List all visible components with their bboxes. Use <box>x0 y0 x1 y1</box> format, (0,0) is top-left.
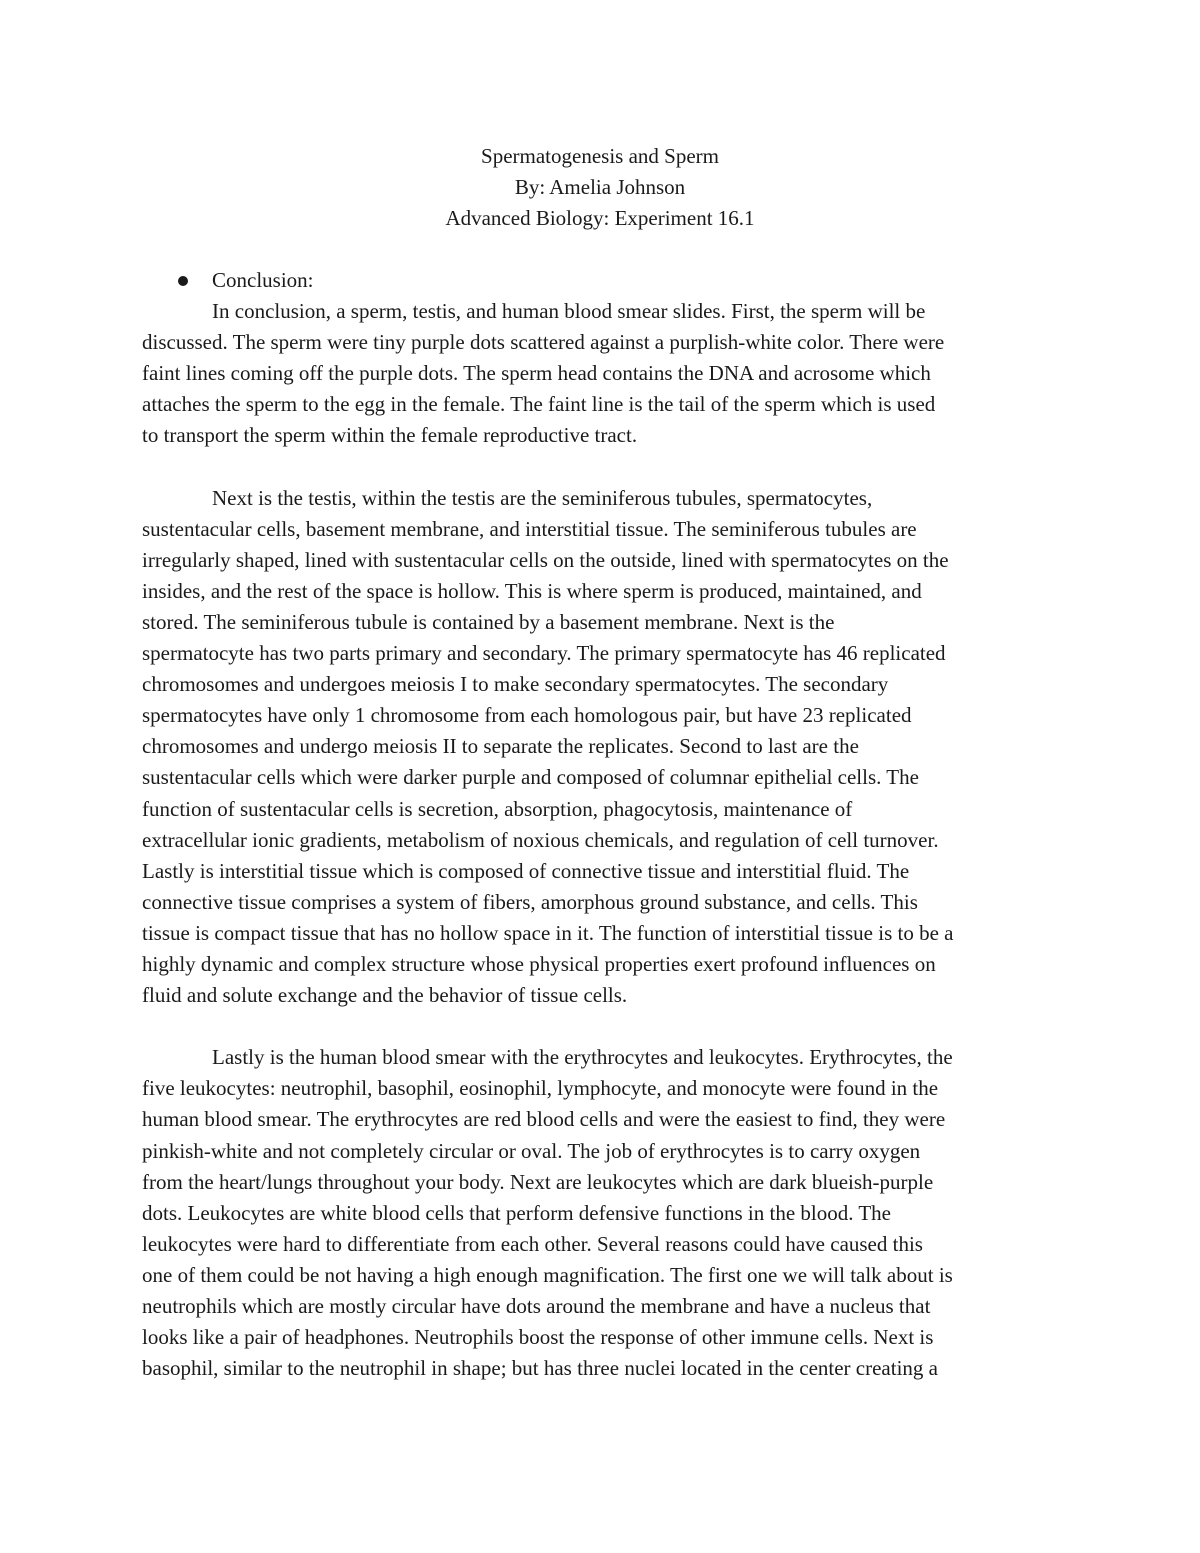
conclusion-heading: Conclusion: <box>212 268 314 292</box>
text-line: fluid and solute exchange and the behavior of tissue cells. <box>142 983 628 1008</box>
text-line: five leukocytes: neutrophil, basophil, eosinophil, lymphocyte, and monocyte were found in the <box>142 1076 939 1101</box>
text-line: human blood smear. The erythrocytes are red blood cells and were the easiest to find, they were <box>142 1107 946 1132</box>
document-author: By: Amelia Johnson <box>514 175 686 199</box>
text-line: sustentacular cells, basement membrane, and interstitial tissue. The seminiferous tubules are <box>142 516 917 541</box>
text-line: chromosomes and undergoes meiosis I to make secondary spermatocytes. The secondary <box>142 672 889 697</box>
text-line: irregularly shaped, lined with sustentacular cells on the outside, lined with spermatocytes on the <box>142 547 949 572</box>
text-line: Next is the testis, within the testis are the seminiferous tubules, spermatocytes, <box>212 485 873 510</box>
text-line: basophil, similar to the neutrophil in shape; but has three nuclei located in the center creating a <box>142 1356 938 1381</box>
text-line: insides, and the rest of the space is hollow. This is where sperm is produced, maintained, and <box>142 578 922 603</box>
text-line: highly dynamic and complex structure whose physical properties exert profound influences on <box>142 951 936 976</box>
text-line: one of them could be not having a high enough magnification. The first one we will talk about is <box>142 1262 953 1287</box>
document-course: Advanced Biology: Experiment 16.1 <box>445 206 755 230</box>
text-line: sustentacular cells which were darker purple and composed of columnar epithelial cells. The <box>142 765 919 790</box>
text-line: looks like a pair of headphones. Neutrophils boost the response of other immune cells. Next is <box>142 1325 934 1350</box>
text-line: Lastly is interstitial tissue which is composed of connective tissue and interstitial fluid. The <box>142 858 910 883</box>
text-line: from the heart/lungs throughout your body. Next are leukocytes which are dark blueish-purple <box>142 1169 934 1194</box>
text-line: chromosomes and undergo meiosis II to separate the replicates. Second to last are the <box>142 734 859 759</box>
text-line: extracellular ionic gradients, metabolism of noxious chemicals, and regulation of cell turnover. <box>142 827 939 852</box>
text-line: discussed. The sperm were tiny purple dots scattered against a purplish-white color. There were <box>142 330 945 355</box>
document-body <box>142 296 1066 1415</box>
text-line: connective tissue comprises a system of fibers, amorphous ground substance, and cells. This <box>142 889 918 914</box>
text-line: neutrophils which are mostly circular have dots around the membrane and have a nucleus that <box>142 1294 931 1318</box>
text-line: to transport the sperm within the female reproductive tract. <box>142 423 638 448</box>
text-line: In conclusion, a sperm, testis, and human blood smear slides. First, the sperm will be <box>212 299 926 323</box>
paragraph-blood-smear <box>142 1042 1066 1384</box>
paragraph-testis <box>142 483 1066 1012</box>
text-line: pinkish-white and not completely circular or oval. The job of erythrocytes is to carry oxygen <box>142 1138 921 1163</box>
text-line: Lastly is the human blood smear with the erythrocytes and leukocytes. Erythrocytes, the <box>212 1045 953 1070</box>
text-line: tissue is compact tissue that has no hollow space in it. The function of interstitial tissue is to be a <box>142 920 954 945</box>
paragraph-sperm <box>142 296 1066 451</box>
document-title: Spermatogenesis and Sperm <box>481 144 719 168</box>
bullet-dot-icon <box>178 276 188 286</box>
text-line: faint lines coming off the purple dots. The sperm head contains the DNA and acrosome which <box>142 361 931 386</box>
text-line: spermatocyte has two parts primary and secondary. The primary spermatocyte has 46 replicated <box>142 641 946 666</box>
text-line: dots. Leukocytes are white blood cells that perform defensive functions in the blood. The <box>142 1200 891 1225</box>
document-header <box>0 141 1200 234</box>
text-line: leukocytes were hard to differentiate from each other. Several reasons could have caused this <box>142 1231 923 1256</box>
text-line: function of sustentacular cells is secretion, absorption, phagocytosis, maintenance of <box>142 796 853 821</box>
text-line: attaches the sperm to the egg in the female. The faint line is the tail of the sperm which is used <box>142 392 936 417</box>
text-line: stored. The seminiferous tubule is contained by a basement membrane. Next is the <box>142 609 835 634</box>
text-line: spermatocytes have only 1 chromosome from each homologous pair, but have 23 replicated <box>142 703 912 728</box>
